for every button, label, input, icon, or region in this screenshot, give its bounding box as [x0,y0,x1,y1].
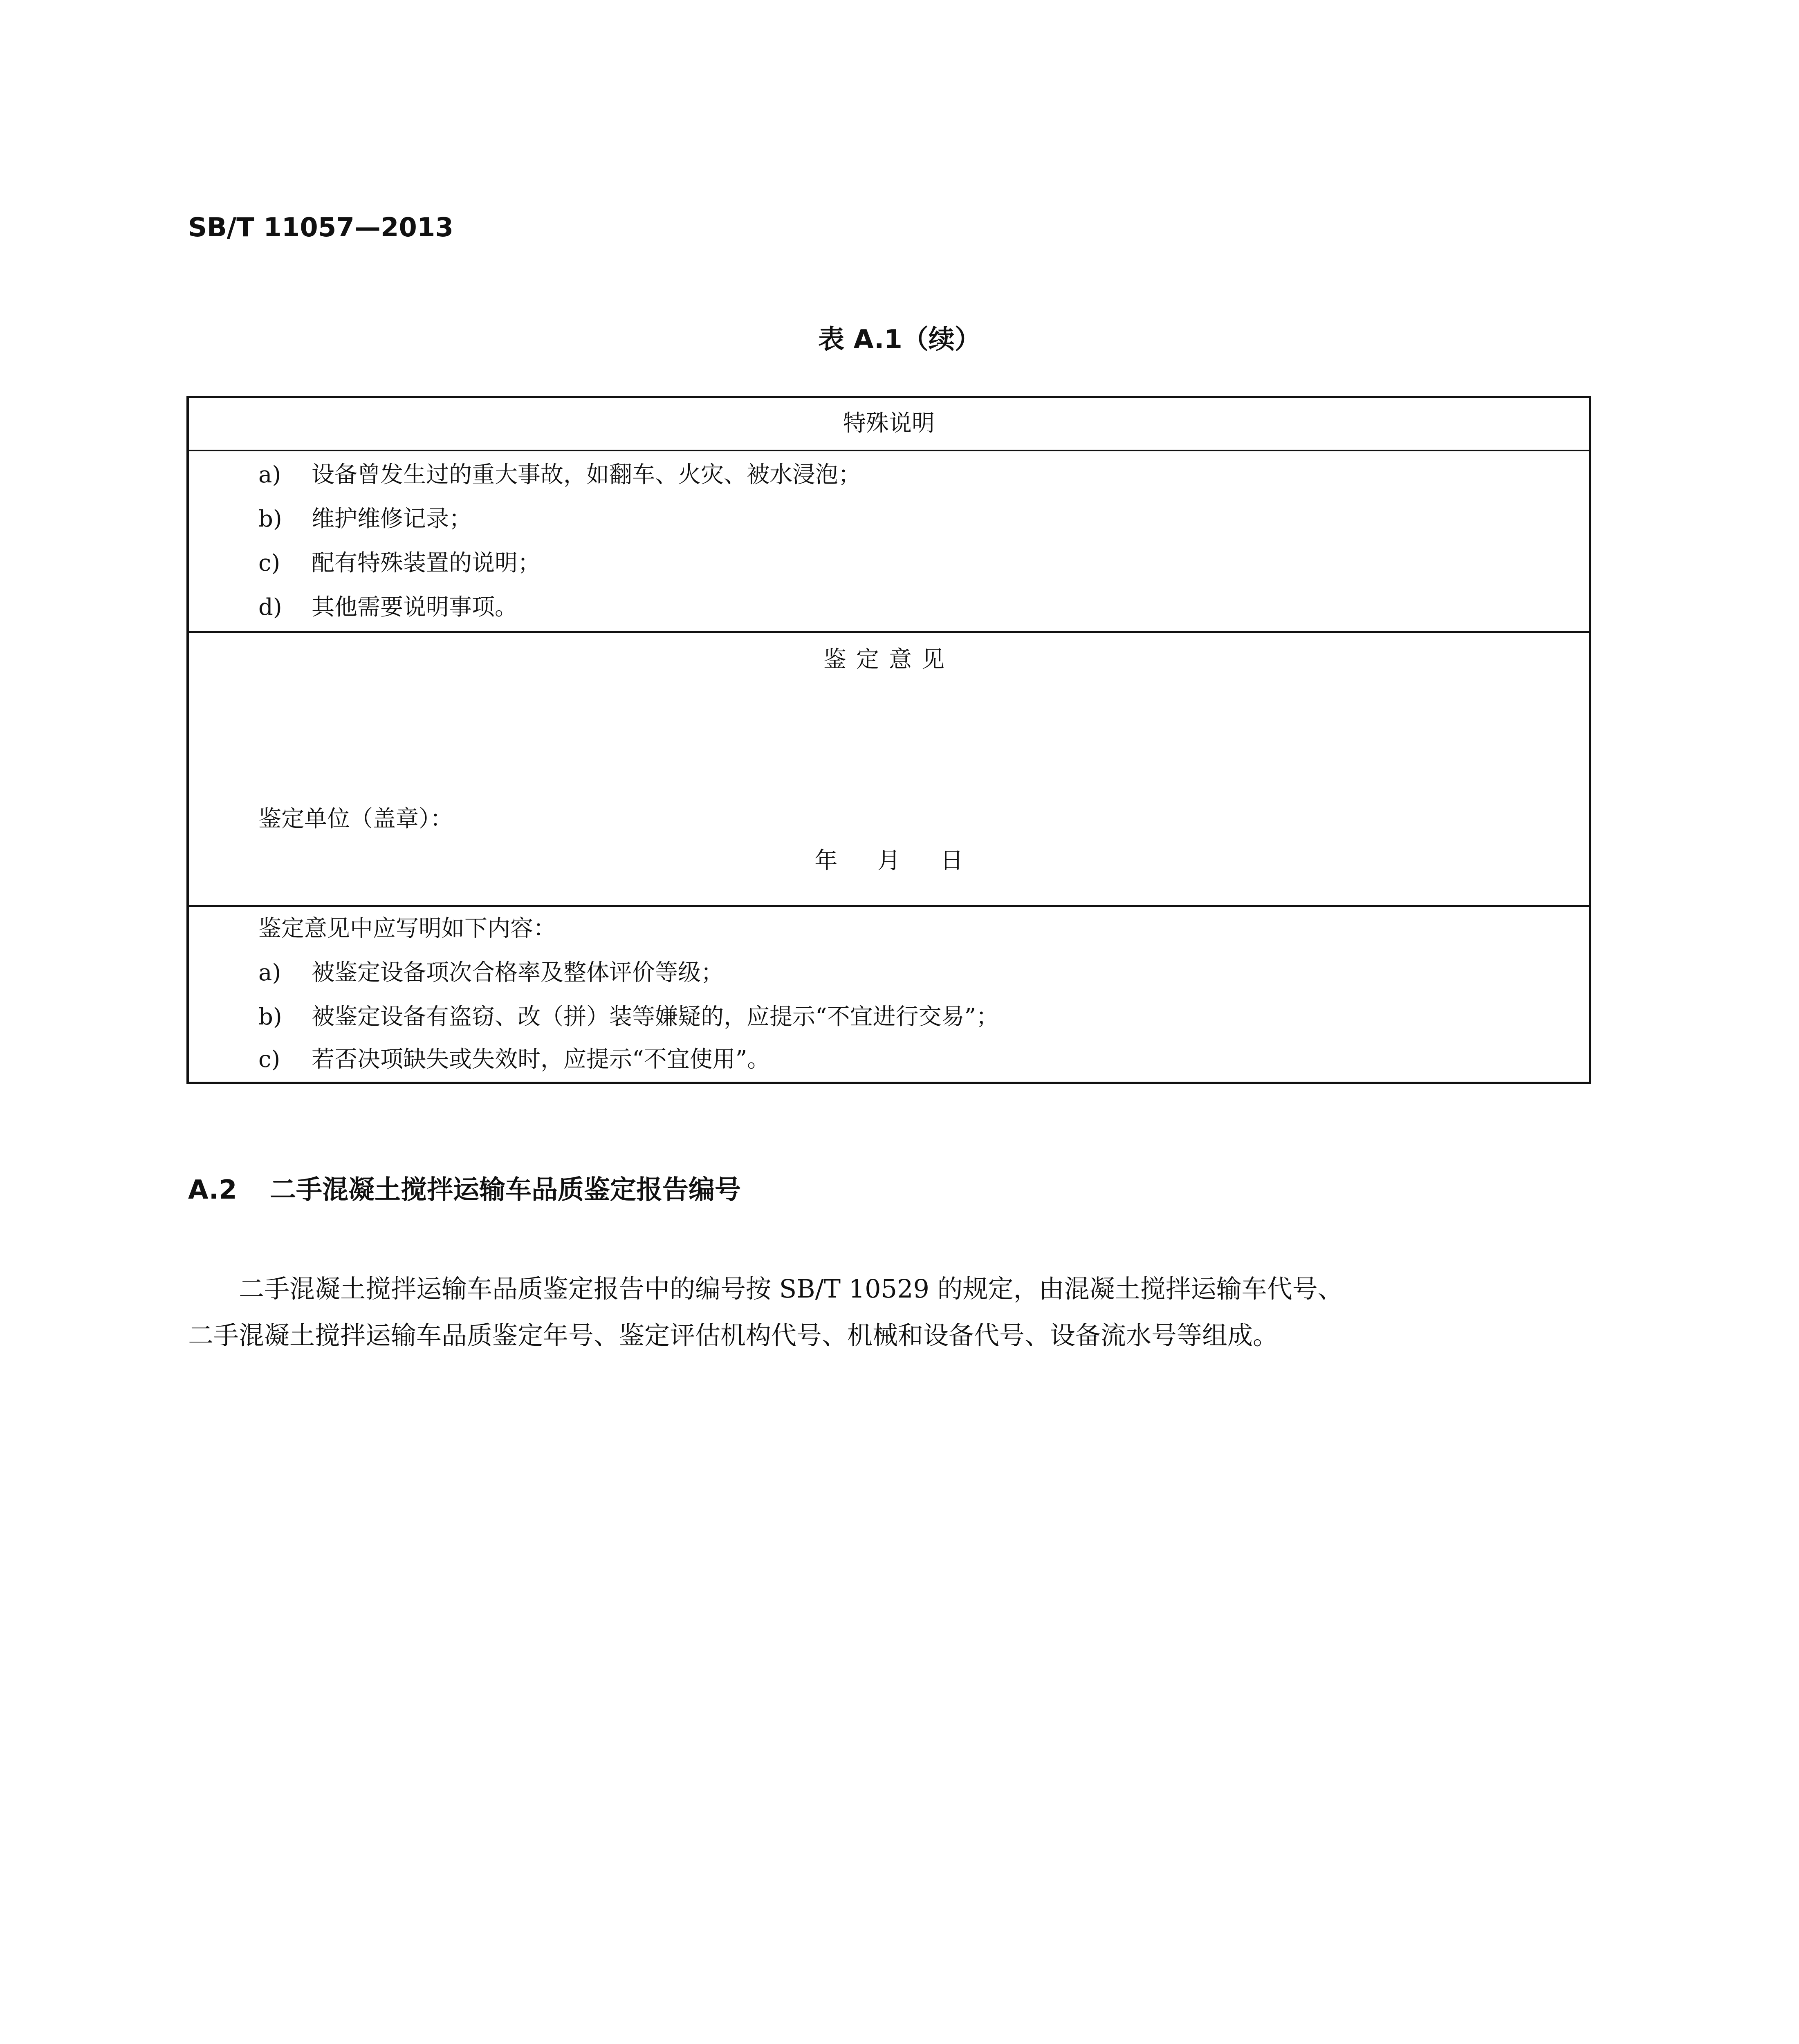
section-title: 二手混凝土搅拌运输车品质鉴定报告编号 [270,1175,741,1205]
special-notes-title: 特殊说明 [843,410,935,437]
date-month: 月 [877,847,900,874]
list-item: 维护维修记录； [312,506,472,532]
appraisal-unit-label: 鉴定单位（盖章）： [258,806,453,832]
section-number: A.2 [188,1175,237,1205]
appraisal-date-line [189,845,1589,877]
list-item: 配有特殊装置的说明； [312,550,541,576]
table-divider [189,631,1589,633]
list-marker: c) [258,550,280,576]
appraisal-table [186,396,1591,1084]
date-day: 日 [940,847,963,874]
standard-code: SB/T 11057—2013 [188,213,453,243]
list-marker: a) [258,959,281,986]
table-caption: 表 A.1（续） [818,325,981,355]
table-divider [189,905,1589,907]
appraisal-opinion-title: 鉴定意见 [823,646,954,673]
list-item: 被鉴定设备项次合格率及整体评价等级； [312,959,724,986]
list-marker: c) [258,1046,280,1073]
list-item: 若否决项缺失或失效时，应提示“不宜使用”。 [312,1046,770,1073]
section-heading [188,1172,741,1208]
paragraph-line: 二手混凝土搅拌运输车品质鉴定年号、鉴定评估机构代号、机械和设备代号、设备流水号等组成。 [188,1320,1279,1350]
list-marker: b) [258,506,282,532]
table-divider [189,450,1589,451]
list-item: 被鉴定设备有盗窃、改（拼）装等嫌疑的，应提示“不宜进行交易”； [312,1004,999,1030]
list-item: 设备曾发生过的重大事故，如翻车、火灾、被水浸泡； [312,462,861,488]
list-marker: d) [258,594,282,621]
list-marker: b) [258,1004,282,1030]
opinion-requirements-intro: 鉴定意见中应写明如下内容： [258,915,556,942]
list-item: 其他需要说明事项。 [312,594,518,621]
list-marker: a) [258,462,281,488]
paragraph-line: 二手混凝土搅拌运输车品质鉴定报告中的编号按 SB/T 10529 的规定，由混凝土搅拌运输车代号、 [239,1274,1343,1304]
date-year: 年 [814,847,838,874]
